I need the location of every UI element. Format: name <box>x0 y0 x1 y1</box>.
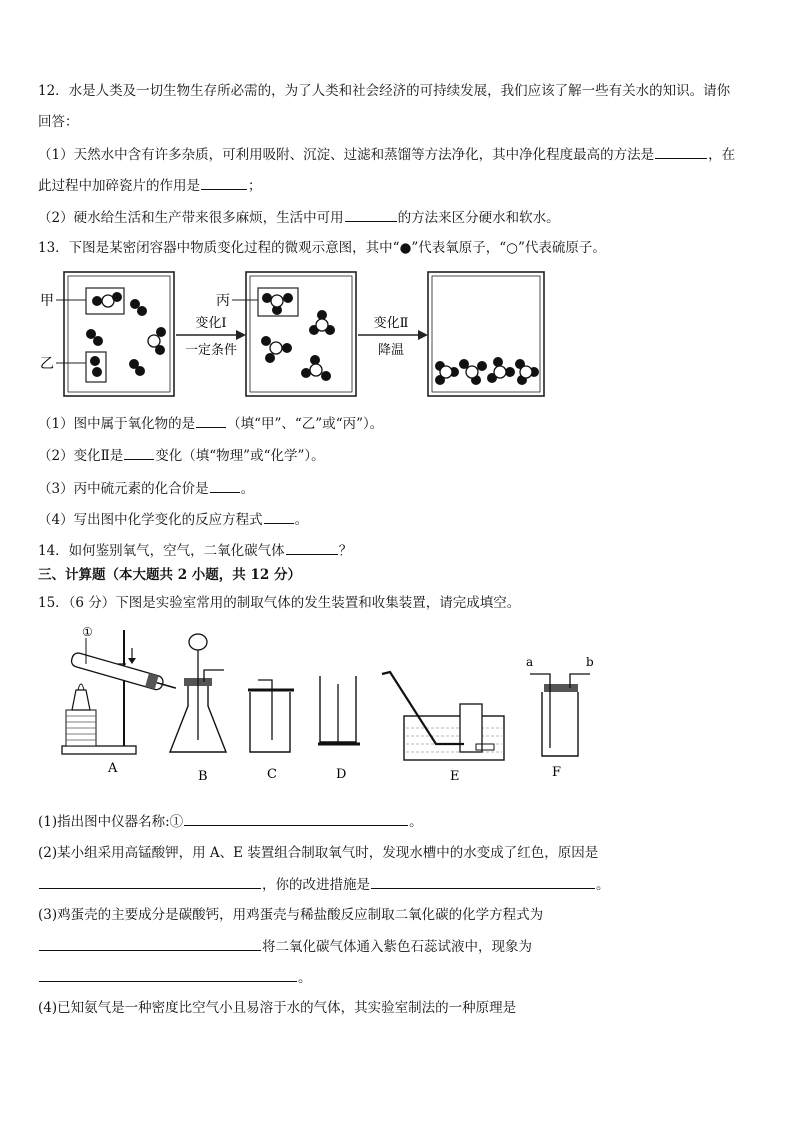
label-bing: 丙 <box>216 293 230 309</box>
so3-solid-layer <box>435 357 539 385</box>
label-f-a: a <box>526 655 534 669</box>
q15-sub3-cont2 <box>38 968 312 987</box>
answer-blank[interactable] <box>39 968 297 982</box>
so3-molecule <box>301 355 331 381</box>
label-f-b: b <box>586 655 594 669</box>
q15-sub1-text: (1)指出图中仪器名称:① <box>38 814 184 830</box>
oxygen-atom <box>92 367 102 377</box>
label-e: E <box>450 769 460 784</box>
q14-text: 14．如何鉴别氧气，空气，二氧化碳气体 <box>38 543 285 559</box>
q13-sub2-text: （2）变化Ⅱ是 <box>38 448 124 464</box>
q15-sub1-tail: 。 <box>409 814 423 830</box>
answer-blank[interactable] <box>371 875 595 889</box>
apparatus-b <box>170 634 226 752</box>
q15-sub2: (2)某小组采用高锰酸钾，用 A、E 装置组合制取氧气时，发现水槽中的水变成了红色，原因是 <box>38 845 599 861</box>
q12-line2: 回答： <box>38 114 79 130</box>
apparatus-d <box>318 676 360 744</box>
q13-sub3-tail: 。 <box>240 481 255 497</box>
container-2 <box>246 272 356 396</box>
q14-tail: ？ <box>338 543 353 559</box>
so3-molecule <box>262 293 293 315</box>
arrow2-label-top: 变化Ⅱ <box>373 316 409 331</box>
q12-part1-cont <box>38 176 262 195</box>
arrow1-label-bottom: 一定条件 <box>184 343 238 358</box>
answer-blank[interactable] <box>196 414 226 428</box>
answer-blank[interactable] <box>124 446 154 460</box>
q12-part1 <box>38 145 735 164</box>
so3-molecule <box>309 310 335 335</box>
oxygen-atom <box>135 366 145 376</box>
q15-sub2-tail: 。 <box>596 877 610 893</box>
q15-apparatus-diagram <box>36 620 596 790</box>
section-heading: 三、计算题（本大题共 2 小题，共 12 分） <box>38 567 301 583</box>
oxygen-atom <box>137 306 147 316</box>
label-circled-1: ① <box>82 625 93 639</box>
oxygen-atom <box>93 336 103 346</box>
arrow1-label-top: 变化Ⅰ <box>195 316 227 331</box>
q13-sub2 <box>38 446 325 465</box>
arrow-head <box>236 330 246 340</box>
q12-part1-cont-text: 此过程中加碎瓷片的作用是 <box>38 178 200 194</box>
arrow2-label-bottom: 降温 <box>377 343 405 358</box>
answer-blank[interactable] <box>286 541 338 555</box>
q12-part1-cont-tail: ； <box>248 178 262 194</box>
oxygen-atom <box>90 356 100 366</box>
q13-sub4-tail: 。 <box>294 512 309 528</box>
answer-blank[interactable] <box>655 145 707 159</box>
q12-line1: 12．水是人类及一切生物生存所必需的，为了人类和社会经济的可持续发展，我们应该了解一些有关水的知识。请你 <box>38 83 731 99</box>
q15-stem: 15．（6 分）下图是实验室常用的制取气体的发生装置和收集装置，请完成填空。 <box>38 595 521 611</box>
answer-blank[interactable] <box>201 176 247 190</box>
q13-sub3-text: （3）丙中硫元素的化合价是 <box>38 481 209 497</box>
q12-part2 <box>38 208 560 227</box>
q13-sub1 <box>38 414 383 433</box>
label-b: B <box>198 769 208 784</box>
q15-sub4: (4)已知氨气是一种密度比空气小且易溶于水的气体，其实验室制法的一种原理是 <box>38 1000 517 1016</box>
answer-blank[interactable] <box>184 812 408 826</box>
label-d: D <box>336 767 347 782</box>
arrow-head <box>418 330 428 340</box>
q13-sub2-tail: 变化（填“物理”或“化学”）。 <box>155 448 325 464</box>
q12-part2-tail: 的方法来区分硬水和软水。 <box>397 210 560 226</box>
q15-sub2-cont <box>38 875 610 894</box>
q15-sub2-mid: ，你的改进措施是 <box>262 877 370 893</box>
oxygen-atom <box>155 345 165 355</box>
q13-sub3 <box>38 479 254 498</box>
q13-stem: 13．下图是某密闭容器中物质变化过程的微观示意图，其中“●”代表氧原子，“○”代表硫原子。 <box>38 240 606 256</box>
oxygen-atom <box>112 292 122 302</box>
oxygen-atom <box>92 296 102 306</box>
q13-sub4 <box>38 510 308 529</box>
q12-part1-text: （1）天然水中含有许多杂质，可利用吸附、沉淀、过滤和蒸馏等方法净化，其中净化程度最高的方法是 <box>38 147 655 163</box>
label-c: C <box>267 767 277 782</box>
so3-molecule <box>261 336 292 363</box>
q15-sub3: (3)鸡蛋壳的主要成分是碳酸钙，用鸡蛋壳与稀盐酸反应制取二氧化碳的化学方程式为 <box>38 907 544 923</box>
sulfur-atom <box>148 335 160 347</box>
apparatus-c <box>248 680 294 752</box>
apparatus-e <box>382 672 504 760</box>
answer-blank[interactable] <box>264 510 294 524</box>
apparatus-a <box>62 625 178 754</box>
label-jia: 甲 <box>40 293 54 309</box>
answer-blank[interactable] <box>39 937 261 951</box>
answer-blank[interactable] <box>210 479 240 493</box>
q13-sub1-text: （1）图中属于氧化物的是 <box>38 416 196 432</box>
q13-sub1-tail: （填“甲”、“乙”或“丙”）。 <box>227 416 384 432</box>
q15-sub3-cont <box>38 937 532 956</box>
q12-part2-text: （2）硬水给生活和生产带来很多麻烦，生活中可用 <box>38 210 344 226</box>
q15-sub3-mid: 将二氧化碳气体通入紫色石蕊试液中，现象为 <box>262 939 532 955</box>
q13-sub4-text: （4）写出图中化学变化的反应方程式 <box>38 512 263 528</box>
q12-part1-tail: ，在 <box>708 147 736 163</box>
apparatus-f <box>526 655 594 756</box>
q15-sub3-tail: 。 <box>298 970 312 986</box>
label-f: F <box>552 765 562 780</box>
answer-blank[interactable] <box>345 208 397 222</box>
q14 <box>38 541 352 560</box>
answer-blank[interactable] <box>39 875 261 889</box>
label-yi: 乙 <box>40 356 54 372</box>
label-a: A <box>108 761 118 776</box>
q15-sub1 <box>38 812 423 831</box>
q13-molecule-diagram <box>36 268 556 400</box>
